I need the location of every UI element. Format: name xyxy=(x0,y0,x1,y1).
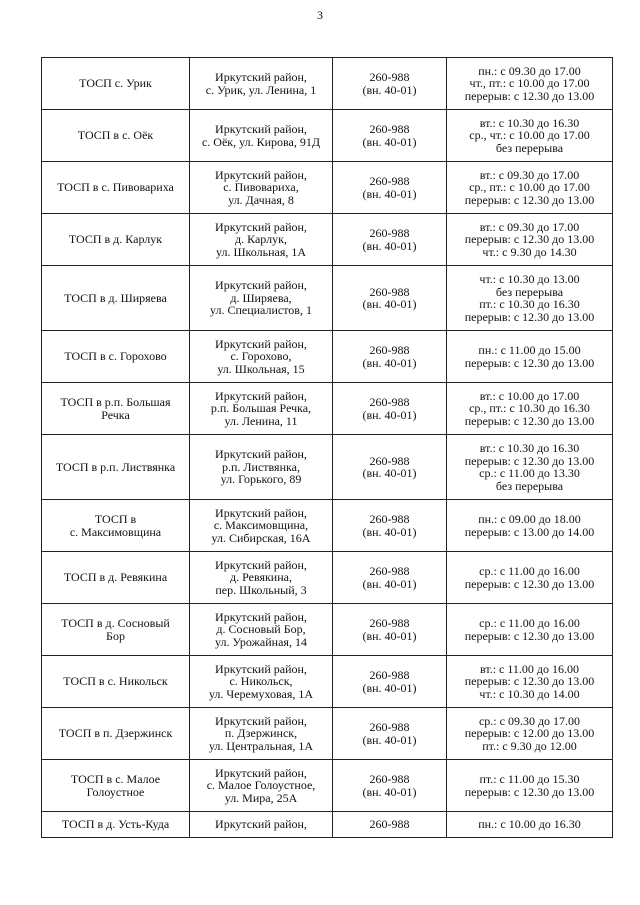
table-row xyxy=(42,604,613,656)
schedule-line: вт.: с 10.30 до 16.30 xyxy=(479,115,580,130)
office-name-line: ТОСП в xyxy=(94,512,137,526)
phone-cell xyxy=(333,58,447,110)
schedule-line: перерыв: с 12.30 до 13.00 xyxy=(464,674,595,689)
address-line: с. Горохово, xyxy=(230,349,292,364)
schedule-line: чт.: с 10.30 до 14.00 xyxy=(479,686,580,701)
address-line: с. Пивовариха, xyxy=(223,180,299,195)
address-cell xyxy=(190,708,333,760)
schedule-line: ср.: с 11.00 до 13.30 xyxy=(479,466,580,480)
schedule-cell xyxy=(447,552,613,604)
address-line: д. Ширяева, xyxy=(230,290,292,305)
address-line: с. Максимовщина, xyxy=(213,518,309,533)
office-name-line: ТОСП в п. Дзержинск xyxy=(58,726,173,741)
table-row xyxy=(42,435,613,500)
phone-cell xyxy=(333,383,447,435)
office-name-line: ТОСП в р.п. Большая xyxy=(60,395,171,409)
office-name-line: Голоустное xyxy=(86,784,145,799)
table-row xyxy=(42,656,613,708)
office-name-cell xyxy=(42,656,190,708)
phone-line: (вн. 40-01) xyxy=(362,732,417,747)
office-name-cell xyxy=(42,214,190,266)
office-name-line: ТОСП в с. Оёк xyxy=(77,128,154,143)
schedule-cell xyxy=(447,656,613,708)
address-line: ул. Черемуховая, 1А xyxy=(208,686,314,701)
schedule-cell xyxy=(447,812,613,838)
phone-line: (вн. 40-01) xyxy=(362,407,417,422)
office-name-line: ТОСП в д. Усть-Куда xyxy=(61,817,170,832)
table-row xyxy=(42,266,613,331)
office-name-cell xyxy=(42,604,190,656)
address-line: ул. Горького, 89 xyxy=(220,472,302,487)
office-name-cell xyxy=(42,331,190,383)
phone-line: 260-988 xyxy=(369,772,410,786)
phone-cell xyxy=(333,214,447,266)
address-line: д. Ревякина, xyxy=(230,570,292,585)
phone-line: (вн. 40-01) xyxy=(362,680,417,695)
table-row xyxy=(42,110,613,162)
phone-cell xyxy=(333,552,447,604)
address-line: р.п. Листвянка, xyxy=(222,459,300,474)
office-name-line: ТОСП в д. Карлук xyxy=(68,232,163,247)
address-line: ул. Центральная, 1А xyxy=(208,738,314,753)
address-line: Иркутский район, xyxy=(215,122,307,136)
schedule-line: перерыв: с 12.30 до 13.00 xyxy=(464,309,595,324)
address-line: ул. Мира, 25А xyxy=(224,790,298,805)
office-name-line: Речка xyxy=(101,407,130,422)
phone-line: (вн. 40-01) xyxy=(362,466,417,480)
schedule-line: пн.: с 09.30 до 17.00 xyxy=(478,63,581,78)
office-name-cell xyxy=(42,435,190,500)
office-name-line: ТОСП в с. Пивовариха xyxy=(57,180,174,195)
address-line: Иркутский район, xyxy=(215,713,307,728)
address-line: Иркутский район, xyxy=(215,661,307,676)
schedule-line: пн.: с 09.00 до 18.00 xyxy=(478,512,581,526)
address-line: Иркутский район, xyxy=(215,388,307,403)
phone-cell xyxy=(333,708,447,760)
phone-line: 260-988 xyxy=(369,668,410,682)
address-line: Иркутский район, xyxy=(215,447,307,462)
address-line: Иркутский район, xyxy=(215,505,307,520)
office-name-line: Бор xyxy=(106,628,125,643)
phone-line: 260-988 xyxy=(369,70,410,84)
phone-cell xyxy=(333,435,447,500)
schedule-cell xyxy=(447,435,613,500)
phone-line: (вн. 40-01) xyxy=(362,524,417,539)
address-line: Иркутский район, xyxy=(215,278,307,293)
address-cell xyxy=(190,552,333,604)
schedule-cell xyxy=(447,214,613,266)
schedule-line: вт.: с 10.30 до 16.30 xyxy=(479,441,580,455)
schedule-cell xyxy=(447,760,613,812)
schedule-line: перерыв: с 12.30 до 13.00 xyxy=(464,453,595,468)
phone-line: 260-988 xyxy=(369,817,410,832)
table-row xyxy=(42,812,613,838)
schedule-line: перерыв: с 12.00 до 13.00 xyxy=(464,726,595,741)
phone-line: 260-988 xyxy=(369,284,410,299)
phone-line: (вн. 40-01) xyxy=(362,297,417,311)
schedule-line: пн.: с 11.00 до 15.00 xyxy=(478,343,581,357)
address-line: р.п. Большая Речка, xyxy=(210,401,312,416)
address-cell xyxy=(190,435,333,500)
phone-line: (вн. 40-01) xyxy=(362,628,417,643)
phone-cell xyxy=(333,331,447,383)
table-row xyxy=(42,760,613,812)
office-schedule-table xyxy=(41,57,613,838)
office-name-line: ТОСП в с. Малое xyxy=(70,772,161,786)
schedule-line: ср., пт.: с 10.30 до 16.30 xyxy=(469,401,590,416)
table-row xyxy=(42,58,613,110)
phone-line: 260-988 xyxy=(369,122,410,136)
phone-cell xyxy=(333,500,447,552)
phone-line: (вн. 40-01) xyxy=(362,784,417,799)
phone-line: 260-988 xyxy=(369,226,410,240)
office-name-line: ТОСП в р.п. Листвянка xyxy=(55,459,176,474)
schedule-line: чт.: с 10.30 до 13.00 xyxy=(479,272,580,286)
phone-cell xyxy=(333,812,447,838)
phone-line: 260-988 xyxy=(369,174,410,188)
office-name-cell xyxy=(42,760,190,812)
schedule-line: ср., пт.: с 10.00 до 17.00 xyxy=(469,180,590,195)
address-line: ул. Урожайная, 14 xyxy=(215,634,307,649)
schedule-line: пн.: с 10.00 до 16.30 xyxy=(478,817,581,832)
page-number: 3 xyxy=(317,8,323,22)
phone-line: (вн. 40-01) xyxy=(362,238,417,253)
schedule-cell xyxy=(447,58,613,110)
phone-line: (вн. 40-01) xyxy=(362,82,417,97)
address-line: Иркутский район, xyxy=(215,765,307,780)
schedule-line: ср.: с 09.30 до 17.00 xyxy=(478,713,581,728)
phone-cell xyxy=(333,110,447,162)
address-cell xyxy=(190,266,333,331)
office-name-cell xyxy=(42,58,190,110)
office-name-line: ТОСП в д. Сосновый xyxy=(61,616,170,630)
table-body xyxy=(42,58,613,838)
phone-line: 260-988 xyxy=(369,343,410,357)
address-line: д. Карлук, xyxy=(235,232,287,247)
phone-line: 260-988 xyxy=(369,564,410,578)
address-line: ул. Школьная, 1А xyxy=(215,244,307,259)
schedule-cell xyxy=(447,500,613,552)
address-line: ул. Специалистов, 1 xyxy=(210,303,312,318)
address-line: ул. Школьная, 15 xyxy=(217,361,305,376)
office-name-cell xyxy=(42,162,190,214)
address-line: Иркутский район, xyxy=(215,219,307,234)
schedule-cell xyxy=(447,110,613,162)
address-line: Иркутский район, xyxy=(215,609,307,624)
address-line: Иркутский район, xyxy=(215,336,307,351)
address-cell xyxy=(190,812,333,838)
address-cell xyxy=(190,162,333,214)
schedule-cell xyxy=(447,383,613,435)
office-name-line: с. Максимовщина xyxy=(69,524,162,539)
schedule-line: перерыв: с 12.30 до 13.00 xyxy=(464,576,595,591)
address-cell xyxy=(190,760,333,812)
address-line: пер. Школьный, 3 xyxy=(215,582,307,597)
phone-line: 260-988 xyxy=(369,616,410,630)
office-name-cell xyxy=(42,266,190,331)
table-row xyxy=(42,383,613,435)
address-cell xyxy=(190,656,333,708)
phone-line: (вн. 40-01) xyxy=(362,355,417,370)
office-name-line: ТОСП в с. Горохово xyxy=(64,349,167,364)
address-cell xyxy=(190,331,333,383)
phone-cell xyxy=(333,760,447,812)
phone-line: 260-988 xyxy=(369,720,410,734)
phone-line: (вн. 40-01) xyxy=(362,134,417,149)
table-row xyxy=(42,331,613,383)
schedule-line: перерыв: с 13.00 до 14.00 xyxy=(464,524,595,539)
address-line: ул. Ленина, 11 xyxy=(224,413,298,428)
table-row xyxy=(42,214,613,266)
schedule-line: вт.: с 09.30 до 17.00 xyxy=(479,167,580,182)
phone-cell xyxy=(333,656,447,708)
address-line: Иркутский район, xyxy=(215,70,307,84)
schedule-line: вт.: с 09.30 до 17.00 xyxy=(479,219,580,234)
schedule-cell xyxy=(447,331,613,383)
table-row xyxy=(42,162,613,214)
address-line: Иркутский район, xyxy=(215,167,307,182)
address-cell xyxy=(190,604,333,656)
schedule-line: ср., чт.: с 10.00 до 17.00 xyxy=(469,128,590,143)
office-name-cell xyxy=(42,383,190,435)
schedule-line: перерыв: с 12.30 до 13.00 xyxy=(464,232,595,247)
address-line: п. Дзержинск, xyxy=(224,726,298,741)
office-name-cell xyxy=(42,552,190,604)
schedule-line: пт.: с 9.30 до 12.00 xyxy=(482,738,577,753)
phone-line: (вн. 40-01) xyxy=(362,576,417,591)
phone-line: 260-988 xyxy=(369,512,410,526)
schedule-line: ср.: с 11.00 до 16.00 xyxy=(479,616,580,630)
phone-cell xyxy=(333,266,447,331)
schedule-cell xyxy=(447,266,613,331)
office-name-cell xyxy=(42,110,190,162)
phone-line: 260-988 xyxy=(369,395,410,409)
address-cell xyxy=(190,383,333,435)
phone-cell xyxy=(333,604,447,656)
address-cell xyxy=(190,110,333,162)
schedule-cell xyxy=(447,604,613,656)
address-cell xyxy=(190,214,333,266)
office-name-line: ТОСП в с. Никольск xyxy=(63,674,168,689)
office-name-cell xyxy=(42,812,190,838)
address-line: д. Сосновый Бор, xyxy=(216,622,306,637)
schedule-line: перерыв: с 12.30 до 13.00 xyxy=(464,784,595,799)
phone-line: 260-988 xyxy=(369,453,410,468)
address-line: с. Никольск, xyxy=(229,674,293,689)
table-row xyxy=(42,708,613,760)
address-line: с. Урик, ул. Ленина, 1 xyxy=(205,82,317,97)
phone-line: (вн. 40-01) xyxy=(362,186,417,201)
schedule-line: перерыв: с 12.30 до 13.00 xyxy=(464,413,595,428)
phone-cell xyxy=(333,162,447,214)
schedule-line: перерыв: с 12.30 до 13.00 xyxy=(464,192,595,207)
address-cell xyxy=(190,58,333,110)
schedule-line: без перерыва xyxy=(495,140,564,155)
schedule-line: вт.: с 11.00 до 16.00 xyxy=(479,661,580,676)
schedule-line: перерыв: с 12.30 до 13.00 xyxy=(464,88,595,103)
schedule-line: перерыв: с 12.30 до 13.00 xyxy=(464,628,595,643)
address-cell xyxy=(190,500,333,552)
office-name-cell xyxy=(42,708,190,760)
schedule-line: без перерыва xyxy=(495,478,564,493)
schedule-line: пт.: с 11.00 до 15.30 xyxy=(479,772,580,786)
schedule-line: пт.: с 10.30 до 16.30 xyxy=(479,297,580,311)
schedule-cell xyxy=(447,162,613,214)
address-line: ул. Дачная, 8 xyxy=(228,192,294,207)
office-name-line: ТОСП в д. Ширяева xyxy=(64,290,167,305)
table-row xyxy=(42,500,613,552)
address-line: с. Малое Голоустное, xyxy=(206,778,316,793)
office-name-line: ТОСП с. Урик xyxy=(79,76,152,91)
schedule-line: без перерыва xyxy=(495,284,564,299)
schedule-line: перерыв: с 12.30 до 13.00 xyxy=(464,355,595,370)
schedule-line: вт.: с 10.00 до 17.00 xyxy=(479,388,580,403)
schedule-cell xyxy=(447,708,613,760)
schedule-line: чт.: с 9.30 до 14.30 xyxy=(482,244,577,259)
address-line: Иркутский район, xyxy=(215,817,307,832)
table-row xyxy=(42,552,613,604)
office-name-cell xyxy=(42,500,190,552)
address-line: с. Оёк, ул. Кирова, 91Д xyxy=(201,134,321,149)
address-line: ул. Сибирская, 16А xyxy=(211,530,311,545)
address-line: Иркутский район, xyxy=(215,557,307,572)
schedule-line: чт., пт.: с 10.00 до 17.00 xyxy=(469,76,590,91)
office-name-line: ТОСП в д. Ревякина xyxy=(63,570,168,585)
schedule-line: ср.: с 11.00 до 16.00 xyxy=(479,564,580,578)
